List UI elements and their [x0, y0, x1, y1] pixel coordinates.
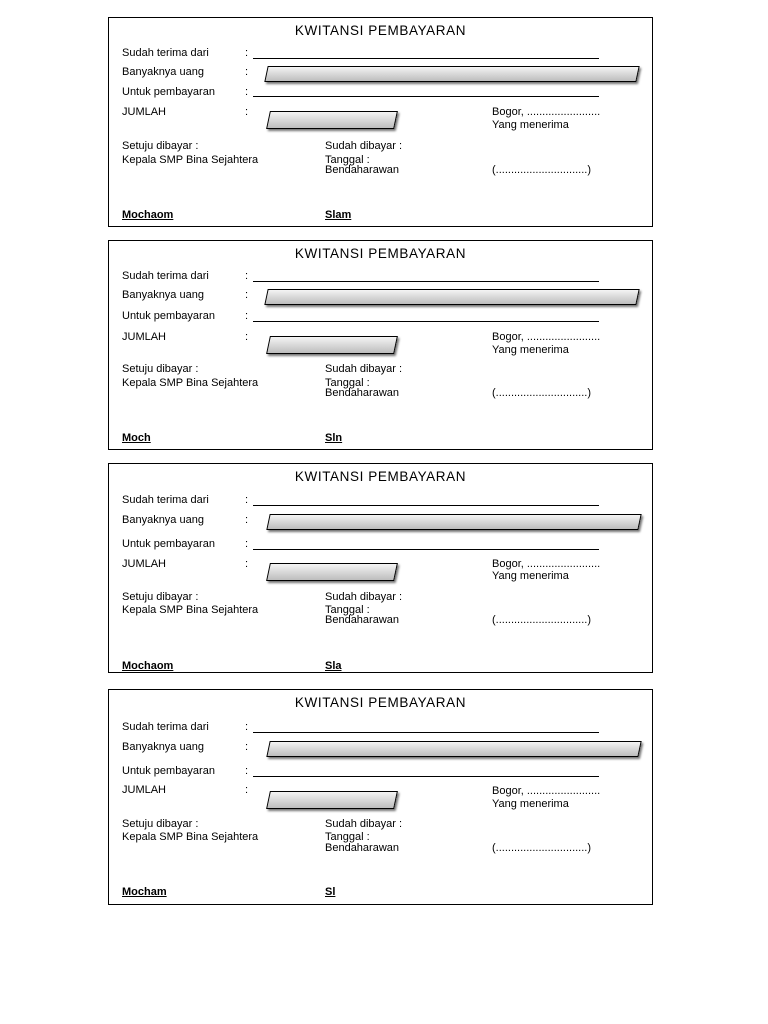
colon: :: [245, 66, 249, 78]
label-amount: Banyaknya uang: [122, 66, 204, 78]
place-date: Bogor, ........................: [492, 785, 601, 797]
approver-title: Kepala SMP Bina Sejahtera: [122, 604, 259, 616]
colon: :: [245, 289, 249, 301]
purpose-field[interactable]: [253, 96, 599, 97]
label-from: Sudah terima dari: [122, 47, 209, 59]
paid-label: Sudah dibayar :: [325, 363, 403, 375]
label-amount: Banyaknya uang: [122, 514, 204, 526]
receipt-title: KWITANSI PEMBAYARAN: [294, 695, 467, 710]
treasurer-name: Sl: [325, 886, 336, 898]
receiver-sign: (..............................): [492, 614, 592, 626]
label-purpose: Untuk pembayaran: [122, 86, 215, 98]
receiver-label: Yang menerima: [492, 570, 569, 582]
from-field[interactable]: [253, 732, 599, 733]
colon: :: [245, 741, 249, 753]
date-label: Tanggal :: [325, 831, 370, 843]
treasurer-title: Bendaharawan: [325, 614, 400, 626]
total-field[interactable]: [266, 336, 398, 354]
place-date: Bogor, ........................: [492, 331, 601, 343]
label-total: JUMLAH: [122, 106, 167, 118]
receipt-title: KWITANSI PEMBAYARAN: [294, 23, 467, 38]
receipt-title: KWITANSI PEMBAYARAN: [294, 246, 467, 261]
label-total: JUMLAH: [122, 331, 167, 343]
treasurer-title: Bendaharawan: [325, 842, 400, 854]
colon: :: [245, 721, 249, 733]
purpose-field[interactable]: [253, 549, 599, 550]
approver-name: Mochaom: [122, 209, 174, 221]
total-field[interactable]: [266, 111, 398, 129]
paid-label: Sudah dibayar :: [325, 591, 403, 603]
approver-name: Mocham: [122, 886, 167, 898]
receipt-1: [108, 17, 653, 227]
approved-label: Setuju dibayar :: [122, 140, 199, 152]
approved-label: Setuju dibayar :: [122, 363, 199, 375]
amount-field[interactable]: [264, 289, 639, 305]
colon: :: [245, 270, 249, 282]
label-total: JUMLAH: [122, 784, 167, 796]
total-field[interactable]: [266, 791, 398, 809]
purpose-field[interactable]: [253, 776, 599, 777]
receipt-title: KWITANSI PEMBAYARAN: [294, 469, 467, 484]
approver-title: Kepala SMP Bina Sejahtera: [122, 154, 259, 166]
place-date: Bogor, ........................: [492, 106, 601, 118]
approver-title: Kepala SMP Bina Sejahtera: [122, 377, 259, 389]
amount-field[interactable]: [264, 66, 639, 82]
place-date: Bogor, ........................: [492, 558, 601, 570]
receiver-sign: (..............................): [492, 164, 592, 176]
from-field[interactable]: [253, 505, 599, 506]
label-amount: Banyaknya uang: [122, 741, 204, 753]
amount-field[interactable]: [266, 514, 641, 530]
colon: :: [245, 106, 249, 118]
from-field[interactable]: [253, 58, 599, 59]
colon: :: [245, 765, 249, 777]
colon: :: [245, 494, 249, 506]
label-from: Sudah terima dari: [122, 494, 209, 506]
approver-title: Kepala SMP Bina Sejahtera: [122, 831, 259, 843]
date-label: Tanggal :: [325, 154, 370, 166]
treasurer-title: Bendaharawan: [325, 387, 400, 399]
receiver-label: Yang menerima: [492, 798, 569, 810]
label-purpose: Untuk pembayaran: [122, 765, 215, 777]
label-amount: Banyaknya uang: [122, 289, 204, 301]
colon: :: [245, 310, 249, 322]
approver-name: Mochaom: [122, 660, 174, 672]
receiver-label: Yang menerima: [492, 119, 569, 131]
colon: :: [245, 514, 249, 526]
receiver-sign: (..............................): [492, 387, 592, 399]
label-from: Sudah terima dari: [122, 721, 209, 733]
date-label: Tanggal :: [325, 604, 370, 616]
treasurer-name: Slam: [325, 209, 352, 221]
label-purpose: Untuk pembayaran: [122, 310, 215, 322]
approver-name: Moch: [122, 432, 151, 444]
label-from: Sudah terima dari: [122, 270, 209, 282]
colon: :: [245, 47, 249, 59]
receipt-4: [108, 689, 653, 905]
paid-label: Sudah dibayar :: [325, 818, 403, 830]
treasurer-title: Bendaharawan: [325, 164, 400, 176]
amount-field[interactable]: [266, 741, 641, 757]
colon: :: [245, 86, 249, 98]
approved-label: Setuju dibayar :: [122, 818, 199, 830]
colon: :: [245, 331, 249, 343]
treasurer-name: Sln: [325, 432, 343, 444]
date-label: Tanggal :: [325, 377, 370, 389]
receiver-sign: (..............................): [492, 842, 592, 854]
label-total: JUMLAH: [122, 558, 167, 570]
receipt-2: [108, 240, 653, 450]
treasurer-name: Sla: [325, 660, 342, 672]
paid-label: Sudah dibayar :: [325, 140, 403, 152]
receipt-3: [108, 463, 653, 673]
label-purpose: Untuk pembayaran: [122, 538, 215, 550]
colon: :: [245, 538, 249, 550]
colon: :: [245, 558, 249, 570]
total-field[interactable]: [266, 563, 398, 581]
approved-label: Setuju dibayar :: [122, 591, 199, 603]
receiver-label: Yang menerima: [492, 344, 569, 356]
colon: :: [245, 784, 249, 796]
purpose-field[interactable]: [253, 321, 599, 322]
from-field[interactable]: [253, 281, 599, 282]
